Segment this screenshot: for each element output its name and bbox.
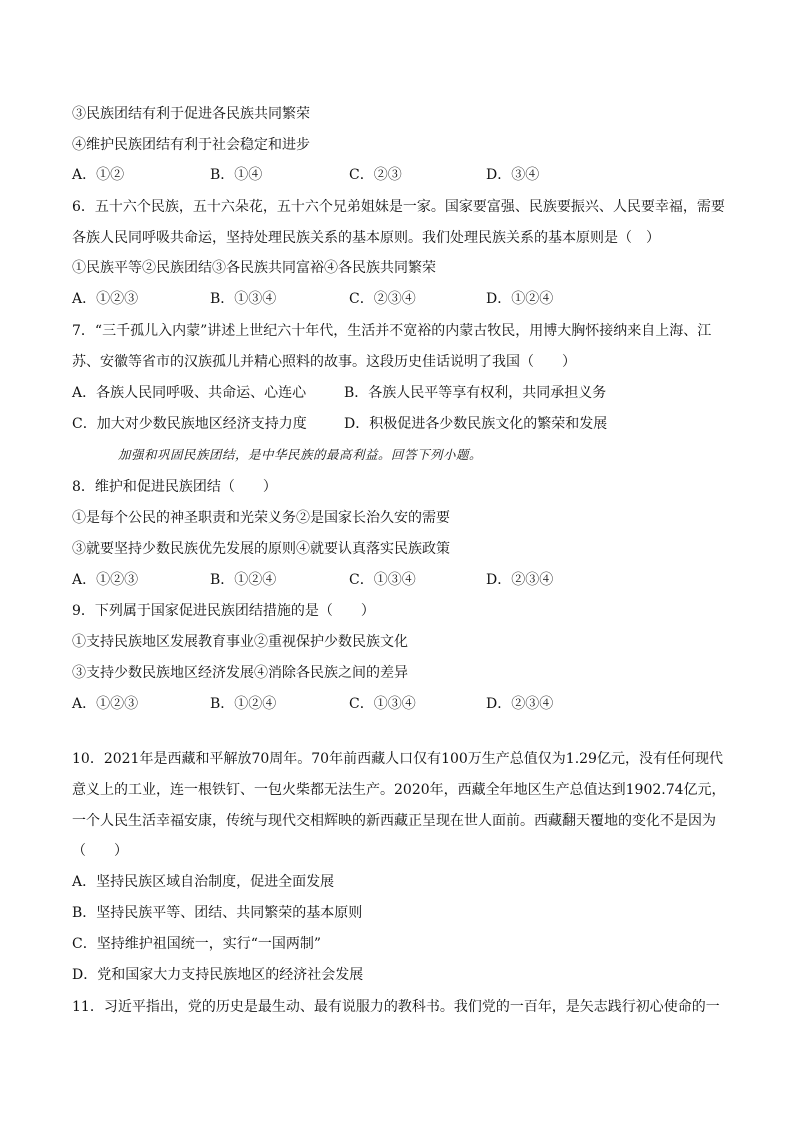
option-d[interactable]: D．①②④ — [486, 291, 554, 307]
option-c[interactable]: C．加大对少数民族地区经济支持力度 — [72, 416, 307, 432]
option-b[interactable]: B．①④ — [210, 167, 263, 183]
q8-statements-2: ③就要坚持少数民族优先发展的原则④就要认真落实民族政策 — [72, 541, 450, 557]
q8-options — [72, 570, 732, 590]
option-a[interactable]: A．各族人民同呼吸、共命运、心连心 — [72, 385, 307, 401]
q11-stem-1: 11．习近平指出，党的历史是最生动、最有说服力的教科书。我们党的一百年，是矢志践行初心使命的一 — [72, 999, 720, 1015]
option-b[interactable]: B．①③④ — [210, 291, 277, 307]
option-c[interactable]: C．①③④ — [349, 696, 416, 712]
statement-4: ④维护民族团结有利于社会稳定和进步 — [72, 137, 310, 153]
option-d[interactable]: D．②③④ — [486, 572, 554, 588]
option-b[interactable]: B．坚持民族平等、团结、共同繁荣的基本原则 — [72, 905, 363, 921]
q9-statements-2: ③支持少数民族地区经济发展④消除各民族之间的差异 — [72, 665, 408, 681]
option-b[interactable]: B．①②④ — [210, 572, 277, 588]
q7-stem-2: 苏、安徽等省市的汉族孤儿并精心照料的故事。这段历史佳话说明了我国（ ） — [72, 354, 576, 370]
q6-stem-2: 各族人民同呼吸共命运，坚持处理民族关系的基本原则。我们处理民族关系的基本原则是（ ） — [72, 230, 660, 246]
option-c[interactable]: C．坚持维护祖国统一，实行“一国两制” — [72, 936, 322, 952]
q6-statements: ①民族平等②民族团结③各民族共同富裕④各民族共同繁荣 — [72, 260, 436, 276]
statement-3: ③民族团结有利于促进各民族共同繁荣 — [72, 106, 310, 122]
q9-stem: 9．下列属于国家促进民族团结措施的是（ ） — [72, 603, 375, 619]
q7-options-ab — [72, 383, 732, 403]
option-d[interactable]: D．②③④ — [486, 696, 554, 712]
option-a[interactable]: A．①②③ — [72, 572, 139, 588]
q10-stem-3: 一个人民生活幸福安康，传统与现代交相辉映的新西藏正呈现在世人面前。西藏翻天覆地的变化不是因为 — [72, 813, 716, 829]
q10-stem-4: （ ） — [72, 843, 128, 859]
option-b[interactable]: B．各族人民平等享有权利，共同承担义务 — [344, 385, 607, 401]
q7-stem-1: 7．“三千孤儿入内蒙”讲述上世纪六十年代，生活并不宽裕的内蒙古牧民，用博大胸怀接纳来自上海、江 — [72, 323, 712, 339]
option-a[interactable]: A．①② — [72, 167, 125, 183]
q8-stem: 8．维护和促进民族团结（ ） — [72, 479, 277, 495]
option-c[interactable]: C．②③④ — [349, 291, 416, 307]
q5-options — [72, 165, 732, 185]
q8-statements-1: ①是每个公民的神圣职责和光荣义务②是国家长治久安的需要 — [72, 510, 450, 526]
q9-options — [72, 694, 732, 714]
q10-stem-2: 意义上的工业，连一根铁钉、一包火柴都无法生产。2020年，西藏全年地区生产总值达到1902.74亿元， — [72, 782, 726, 798]
q6-options — [72, 289, 732, 309]
option-a[interactable]: A．①②③ — [72, 291, 139, 307]
option-c[interactable]: C．①③④ — [349, 572, 416, 588]
option-d[interactable]: D．③④ — [486, 167, 540, 183]
q6-stem-1: 6．五十六个民族，五十六朵花，五十六个兄弟姐妹是一家。国家要富强、民族要振兴、人民要幸福，需要 — [72, 199, 725, 215]
q10-stem-1: 10．2021年是西藏和平解放70周年。70年前西藏人口仅有100万生产总值仅为1.29亿元，没有任何现代 — [72, 751, 723, 767]
option-c[interactable]: C．②③ — [349, 167, 402, 183]
option-d[interactable]: D．党和国家大力支持民族地区的经济社会发展 — [72, 967, 364, 983]
option-b[interactable]: B．①②④ — [210, 696, 277, 712]
section-note: 加强和巩固民族团结，是中华民族的最高利益。回答下列小题。 — [118, 447, 483, 462]
option-a[interactable]: A．坚持民族区域自治制度，促进全面发展 — [72, 874, 335, 890]
q7-options-cd — [72, 414, 732, 434]
option-a[interactable]: A．①②③ — [72, 696, 139, 712]
q9-statements-1: ①支持民族地区发展教育事业②重视保护少数民族文化 — [72, 634, 408, 650]
option-d[interactable]: D．积极促进各少数民族文化的繁荣和发展 — [344, 416, 608, 432]
